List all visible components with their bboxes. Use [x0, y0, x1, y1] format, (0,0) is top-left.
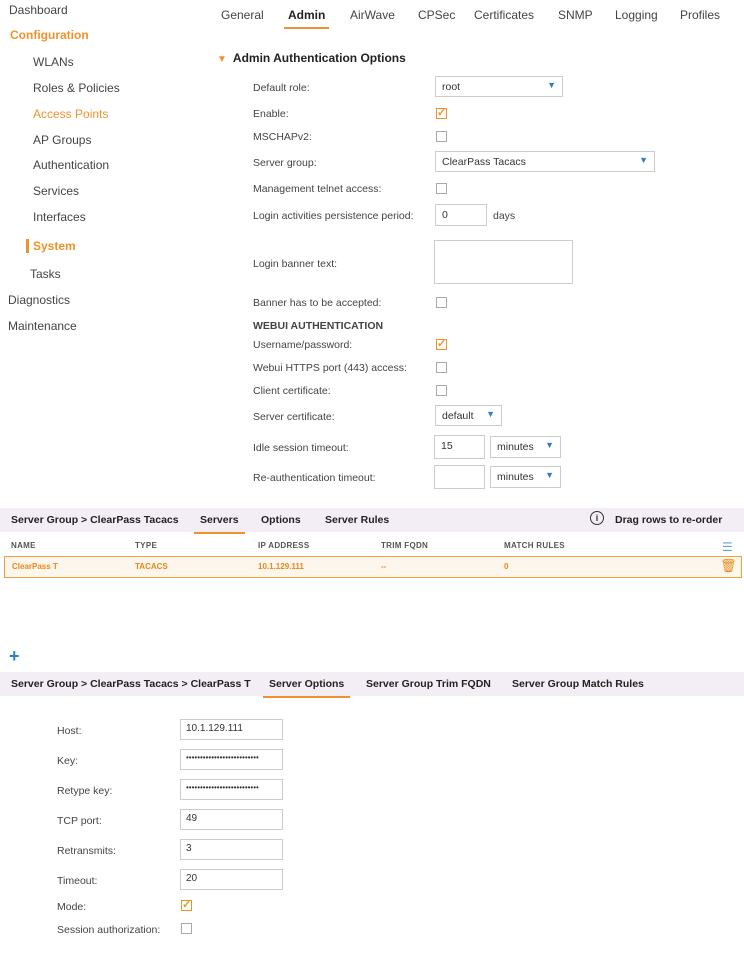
sidebar-item-access-points[interactable]: Access Points: [33, 107, 109, 121]
drag-hint: Drag rows to re-order: [615, 514, 723, 526]
column-header-match-rules[interactable]: MATCH RULES: [504, 541, 565, 550]
chevron-down-icon: ▼: [217, 54, 227, 65]
tab-servers[interactable]: Servers: [200, 514, 239, 526]
client-cert-checkbox[interactable]: [436, 385, 447, 396]
client-cert-label: Client certificate:: [253, 385, 331, 397]
login-persistence-label: Login activities persistence period:: [253, 210, 414, 222]
sidebar-item-authentication[interactable]: Authentication: [33, 158, 110, 172]
banner-accept-checkbox[interactable]: [436, 297, 447, 308]
reauth-timeout-unit: minutes: [497, 471, 534, 483]
add-server-button[interactable]: +: [9, 646, 20, 666]
tab-server-options[interactable]: Server Options: [269, 678, 345, 690]
chevron-down-icon: ▼: [639, 155, 648, 165]
tab-admin[interactable]: Admin: [288, 8, 326, 22]
default-role-select[interactable]: [435, 76, 563, 97]
admin-auth-section-title[interactable]: [217, 51, 406, 65]
server-group-value: ClearPass Tacacs: [442, 156, 526, 168]
idle-timeout-unit-select[interactable]: [490, 436, 561, 458]
retype-key-input[interactable]: ••••••••••••••••••••••••••: [180, 779, 283, 800]
session-auth-checkbox[interactable]: [181, 923, 192, 934]
host-input[interactable]: 10.1.129.111: [180, 719, 283, 740]
reauth-timeout-input[interactable]: [434, 465, 485, 489]
row-ip: 10.1.129.111: [258, 562, 304, 571]
trash-icon[interactable]: 🗑: [720, 558, 737, 573]
tab-airwave[interactable]: AirWave: [350, 8, 395, 22]
tab-cpsec[interactable]: CPSec: [418, 8, 456, 22]
idle-timeout-label: Idle session timeout:: [253, 442, 349, 454]
sidebar-item-maintenance[interactable]: Maintenance: [8, 319, 77, 333]
sidebar-item-dashboard[interactable]: Dashboard: [9, 3, 68, 17]
sidebar-item-diagnostics[interactable]: Diagnostics: [8, 293, 71, 307]
idle-timeout-input[interactable]: 15: [434, 435, 485, 459]
login-persistence-unit: days: [493, 210, 516, 222]
sidebar-item-roles-policies[interactable]: Roles & Policies: [33, 81, 120, 95]
retransmits-label: Retransmits:: [57, 845, 116, 857]
mschapv2-label: MSCHAPv2:: [253, 131, 312, 143]
info-icon: i: [590, 511, 604, 525]
tcp-port-label: TCP port:: [57, 815, 102, 827]
webui-https-checkbox[interactable]: [436, 362, 447, 373]
column-header-ip[interactable]: IP ADDRESS: [258, 541, 310, 550]
admin-auth-title: Admin Authentication Options: [232, 51, 406, 65]
tab-server-rules[interactable]: Server Rules: [325, 514, 390, 526]
tcp-port-input[interactable]: 49: [180, 809, 283, 830]
mschapv2-checkbox[interactable]: [436, 131, 447, 142]
banner-accept-label: Banner has to be accepted:: [253, 297, 382, 309]
tab-profiles[interactable]: Profiles: [680, 8, 721, 22]
timeout-label: Timeout:: [57, 875, 98, 887]
server-options-breadcrumb: Server Group > ClearPass Tacacs > ClearPass T: [11, 678, 251, 690]
tab-server-group-match-rules[interactable]: Server Group Match Rules: [512, 678, 644, 690]
session-auth-label: Session authorization:: [57, 924, 161, 936]
tab-server-group-trim-fqdn[interactable]: Server Group Trim FQDN: [366, 678, 491, 690]
chevron-down-icon: ▼: [547, 80, 556, 90]
chevron-down-icon: ▼: [545, 440, 554, 450]
idle-timeout-unit: minutes: [497, 441, 534, 453]
tab-certificates[interactable]: Certificates: [474, 8, 535, 22]
chevron-down-icon: ▼: [545, 470, 554, 480]
server-cert-label: Server certificate:: [253, 411, 335, 423]
host-label: Host:: [57, 725, 82, 737]
server-cert-select[interactable]: [435, 405, 502, 426]
default-role-label: Default role:: [253, 82, 310, 94]
sidebar-item-services[interactable]: Services: [33, 184, 80, 198]
sidebar-item-wlans[interactable]: WLANs: [33, 55, 74, 69]
row-name: ClearPass T: [12, 562, 58, 571]
tab-options[interactable]: Options: [261, 514, 301, 526]
row-trim: --: [381, 562, 387, 571]
enable-checkbox[interactable]: [436, 108, 447, 119]
sidebar-item-ap-groups[interactable]: AP Groups: [33, 133, 92, 147]
default-role-value: root: [442, 81, 461, 93]
webui-https-label: Webui HTTPS port (443) access:: [253, 362, 407, 374]
tab-logging[interactable]: Logging: [615, 8, 658, 22]
tab-snmp[interactable]: SNMP: [558, 8, 593, 22]
server-group-select[interactable]: [435, 151, 655, 172]
enable-label: Enable:: [253, 108, 289, 120]
server-group-breadcrumb: Server Group > ClearPass Tacacs: [11, 514, 179, 526]
sidebar-item-tasks[interactable]: Tasks: [30, 267, 61, 281]
tab-general[interactable]: General: [221, 8, 264, 22]
server-cert-value: default: [442, 410, 474, 422]
key-label: Key:: [57, 755, 79, 767]
row-type: TACACS: [135, 562, 168, 571]
mgmt-telnet-checkbox[interactable]: [436, 183, 447, 194]
column-header-name[interactable]: NAME: [11, 541, 36, 550]
key-input[interactable]: ••••••••••••••••••••••••••: [180, 749, 283, 770]
reauth-timeout-unit-select[interactable]: [490, 466, 561, 488]
mode-label: Mode:: [57, 901, 87, 913]
table-row[interactable]: [4, 556, 742, 578]
login-persistence-input[interactable]: 0: [435, 204, 487, 226]
column-header-type[interactable]: TYPE: [135, 541, 158, 550]
login-banner-textarea[interactable]: [434, 240, 573, 284]
sidebar-item-interfaces[interactable]: Interfaces: [33, 210, 86, 224]
username-password-checkbox[interactable]: [436, 339, 447, 350]
reauth-timeout-label: Re-authentication timeout:: [253, 472, 376, 484]
login-banner-label: Login banner text:: [253, 258, 338, 270]
sidebar-item-system[interactable]: System: [26, 239, 76, 253]
timeout-input[interactable]: 20: [180, 869, 283, 890]
mgmt-telnet-label: Management telnet access:: [253, 183, 382, 195]
sidebar-item-configuration[interactable]: Configuration: [10, 28, 89, 42]
retype-key-label: Retype key:: [57, 785, 113, 797]
chevron-down-icon: ▼: [486, 409, 495, 419]
mode-checkbox[interactable]: [181, 900, 192, 911]
retransmits-input[interactable]: 3: [180, 839, 283, 860]
column-list-icon[interactable]: ☰: [722, 540, 733, 554]
webui-auth-heading: WEBUI AUTHENTICATION: [253, 320, 384, 332]
row-match: 0: [504, 562, 509, 571]
column-header-trim-fqdn[interactable]: TRIM FQDN: [381, 541, 429, 550]
username-password-label: Username/password:: [253, 339, 353, 351]
server-group-label: Server group:: [253, 157, 317, 169]
